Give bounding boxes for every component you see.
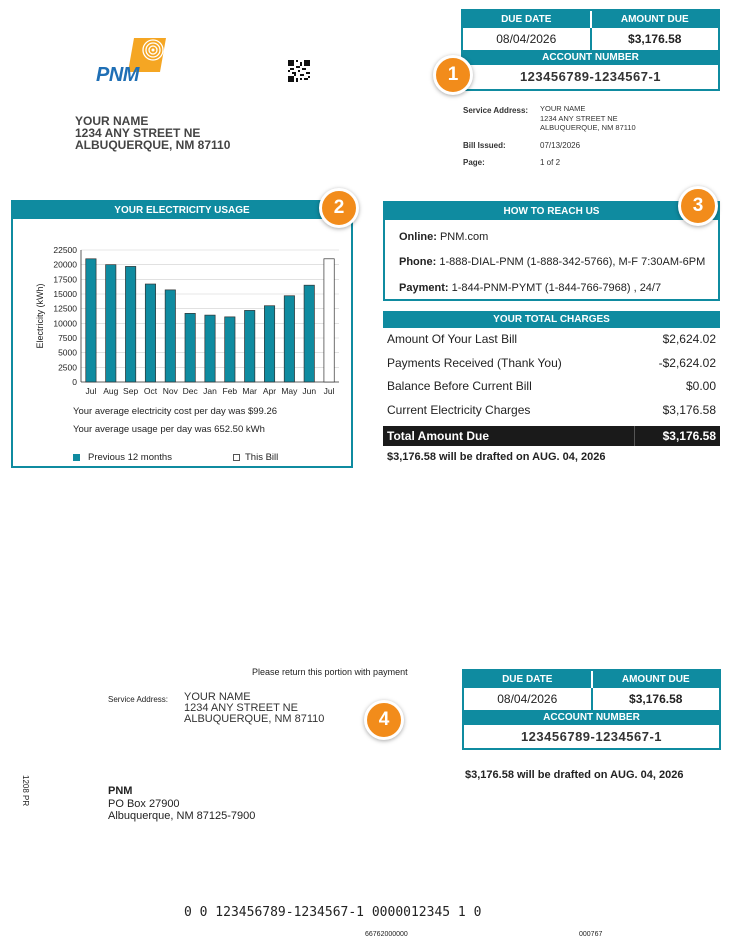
stub-service-label: Service Address:: [108, 695, 169, 704]
legend-previous-label: Previous 12 months: [88, 452, 172, 463]
x-tick-label: Jul: [85, 386, 97, 396]
charge-row: [383, 399, 720, 423]
online-link[interactable]: PNM.com: [439, 231, 489, 243]
y-tick-label: 22500: [53, 245, 77, 255]
y-tick-label: 10000: [53, 318, 77, 329]
service-name: YOUR NAME: [540, 104, 586, 113]
bar-previous: [205, 315, 215, 382]
charge-value: $0.00: [685, 379, 716, 393]
customer-city: ALBUQUERQUE, NM 87110: [75, 138, 231, 152]
total-label: Total Amount Due: [387, 429, 489, 443]
account-number-value: 123456789-1234567-1: [519, 69, 662, 84]
draft-note: $3,176.58 will be drafted on AUG. 04, 2026: [387, 451, 606, 463]
total-charges-panel: [383, 311, 720, 463]
customer-street: 1234 ANY STREET NE: [75, 126, 201, 140]
payment-label: Payment:: [399, 282, 449, 294]
bar-previous: [86, 259, 96, 382]
phone-value: 1-888-DIAL-PNM (1-888-342-5766), M-F 7:30AM-6PM: [439, 256, 706, 268]
x-tick-label: Jul: [323, 386, 335, 396]
stub-summary-box: [462, 669, 721, 750]
badge-2: 2: [319, 188, 359, 228]
stub-account-number-label: ACCOUNT NUMBER: [464, 710, 719, 725]
payment-line: [399, 282, 661, 294]
remit-city: Albuquerque, NM 87125-7900: [108, 810, 256, 822]
y-tick-label: 5000: [58, 347, 77, 358]
stub-amount-due-value: $3,176.58: [591, 688, 720, 710]
pnm-logo: [96, 36, 170, 84]
bill-issued-label: Bill Issued:: [463, 141, 506, 150]
bar-previous: [165, 290, 175, 382]
due-date-label: DUE DATE: [501, 14, 552, 25]
page-value: 1 of 2: [540, 158, 561, 167]
stub-due-date-label: DUE DATE: [502, 674, 553, 685]
x-tick-label: Aug: [103, 386, 119, 396]
charge-label: Payments Received (Thank You): [387, 355, 562, 370]
stub-summary-values: [464, 688, 719, 710]
bar-previous: [125, 266, 135, 382]
bar-previous: [225, 317, 235, 382]
stub-street: 1234 ANY STREET NE: [184, 702, 298, 714]
y-tick-label: 0: [72, 377, 77, 387]
amount-due-value: $3,176.58: [590, 28, 719, 50]
stub-city: ALBUQUERQUE, NM 87110: [184, 713, 325, 725]
reach-us-title: HOW TO REACH US: [385, 203, 718, 220]
reach-us-panel: [383, 201, 720, 301]
x-tick-label: Mar: [242, 386, 258, 396]
y-tick-label: 12500: [53, 303, 77, 314]
x-tick-label: Jun: [302, 386, 317, 396]
avg-usage-text: Your average usage per day was 652.50 kWh: [73, 424, 265, 435]
charge-row: [383, 352, 720, 376]
qr-code-pattern: [288, 60, 310, 82]
service-address: [540, 104, 636, 133]
pnm-logo-text: PNM: [96, 64, 139, 86]
bar-previous: [245, 310, 255, 382]
summary-box: [461, 9, 720, 91]
summary-values: [463, 28, 718, 50]
remit-name: PNM: [108, 785, 133, 797]
summary-header: [463, 11, 718, 28]
charge-label: Amount Of Your Last Bill: [387, 332, 518, 346]
scanline: 0 0 123456789-1234567-1 0000012345 1 0: [184, 905, 482, 920]
remit-address: [108, 785, 255, 823]
stub-address: [184, 692, 324, 725]
side-code: 1208 PR: [21, 775, 30, 807]
badge-4: 4: [364, 700, 404, 740]
service-address-label: Service Address:: [463, 106, 529, 115]
bar-previous: [185, 313, 195, 382]
avg-cost-text: Your average electricity cost per day was $99.26: [73, 406, 278, 417]
stub-name: YOUR NAME: [184, 691, 251, 703]
stub-draft-note: $3,176.58 will be drafted on AUG. 04, 2026: [465, 769, 684, 781]
account-number-label: ACCOUNT NUMBER: [463, 50, 718, 65]
bill-issued-value: 07/13/2026: [540, 141, 581, 150]
stub-summary-header: [464, 671, 719, 688]
phone-line: [399, 256, 705, 268]
legend-this-label: This Bill: [245, 452, 279, 463]
total-row: [383, 426, 720, 446]
total-charges-title: YOUR TOTAL CHARGES: [383, 311, 720, 328]
due-date-value: 08/04/2026: [496, 32, 557, 46]
stub-account-number-value: 123456789-1234567-1: [520, 729, 663, 744]
x-tick-label: Feb: [222, 386, 238, 396]
page-label: Page:: [463, 158, 485, 167]
bar-previous: [284, 296, 294, 382]
y-tick-label: 15000: [53, 289, 77, 299]
x-tick-label: Apr: [262, 386, 277, 396]
charge-label: Balance Before Current Bill: [387, 379, 532, 393]
legend-previous: [73, 452, 172, 463]
customer-address: [75, 115, 230, 151]
service-street: 1234 ANY STREET NE: [540, 113, 618, 123]
y-tick-label: 7500: [58, 333, 77, 343]
remit-box: PO Box 27900: [108, 797, 180, 810]
bar-previous: [304, 285, 314, 382]
customer-name: YOUR NAME: [75, 114, 149, 128]
badge-1: 1: [433, 55, 473, 95]
legend-this-bill: [233, 452, 278, 463]
charge-label: Current Electricity Charges: [387, 402, 531, 417]
usage-title: YOUR ELECTRICITY USAGE: [13, 202, 351, 219]
y-tick-label: 17500: [53, 274, 77, 285]
charge-value: $2,624.02: [662, 332, 716, 346]
amount-due-label: AMOUNT DUE: [590, 11, 719, 28]
bar-previous: [106, 265, 116, 382]
x-tick-label: Oct: [143, 386, 158, 396]
x-tick-label: Dec: [182, 386, 198, 396]
y-axis-label: Electricity (kWh): [35, 283, 45, 349]
bar-previous: [264, 306, 274, 382]
charge-value: -$2,624.02: [658, 355, 716, 370]
online-label: Online:: [399, 231, 437, 243]
badge-3: 3: [678, 186, 718, 226]
legend-this-swatch: [233, 454, 240, 461]
bar-this-bill: [324, 259, 334, 382]
stub-due-date-value: 08/04/2026: [497, 692, 558, 706]
online-line: [399, 231, 488, 243]
return-note: Please return this portion with payment: [252, 667, 408, 677]
code-left: 66762000000: [365, 931, 408, 938]
service-city: ALBUQUERQUE, NM 87110: [540, 123, 636, 132]
x-tick-label: Nov: [162, 386, 178, 396]
stub-amount-due-label: AMOUNT DUE: [591, 671, 720, 688]
total-value: $3,176.58: [634, 426, 720, 446]
legend-previous-swatch: [73, 454, 80, 461]
charge-row: [383, 375, 720, 399]
usage-panel: [11, 200, 353, 468]
bar-previous: [145, 284, 155, 382]
phone-label: Phone:: [399, 256, 437, 268]
x-tick-label: May: [281, 386, 298, 396]
x-tick-label: Sep: [123, 386, 139, 396]
x-tick-label: Jan: [203, 386, 217, 396]
charge-row: [383, 328, 720, 352]
payment-value: 1-844-PNM-PYMT (1-844-766-7968) , 24/7: [451, 282, 662, 294]
charge-value: $3,176.58: [662, 402, 716, 417]
y-tick-label: 2500: [58, 362, 77, 373]
code-right: 000767: [579, 931, 603, 938]
usage-chart: [23, 230, 353, 400]
y-tick-label: 20000: [53, 259, 77, 270]
qr-code: [288, 60, 310, 82]
